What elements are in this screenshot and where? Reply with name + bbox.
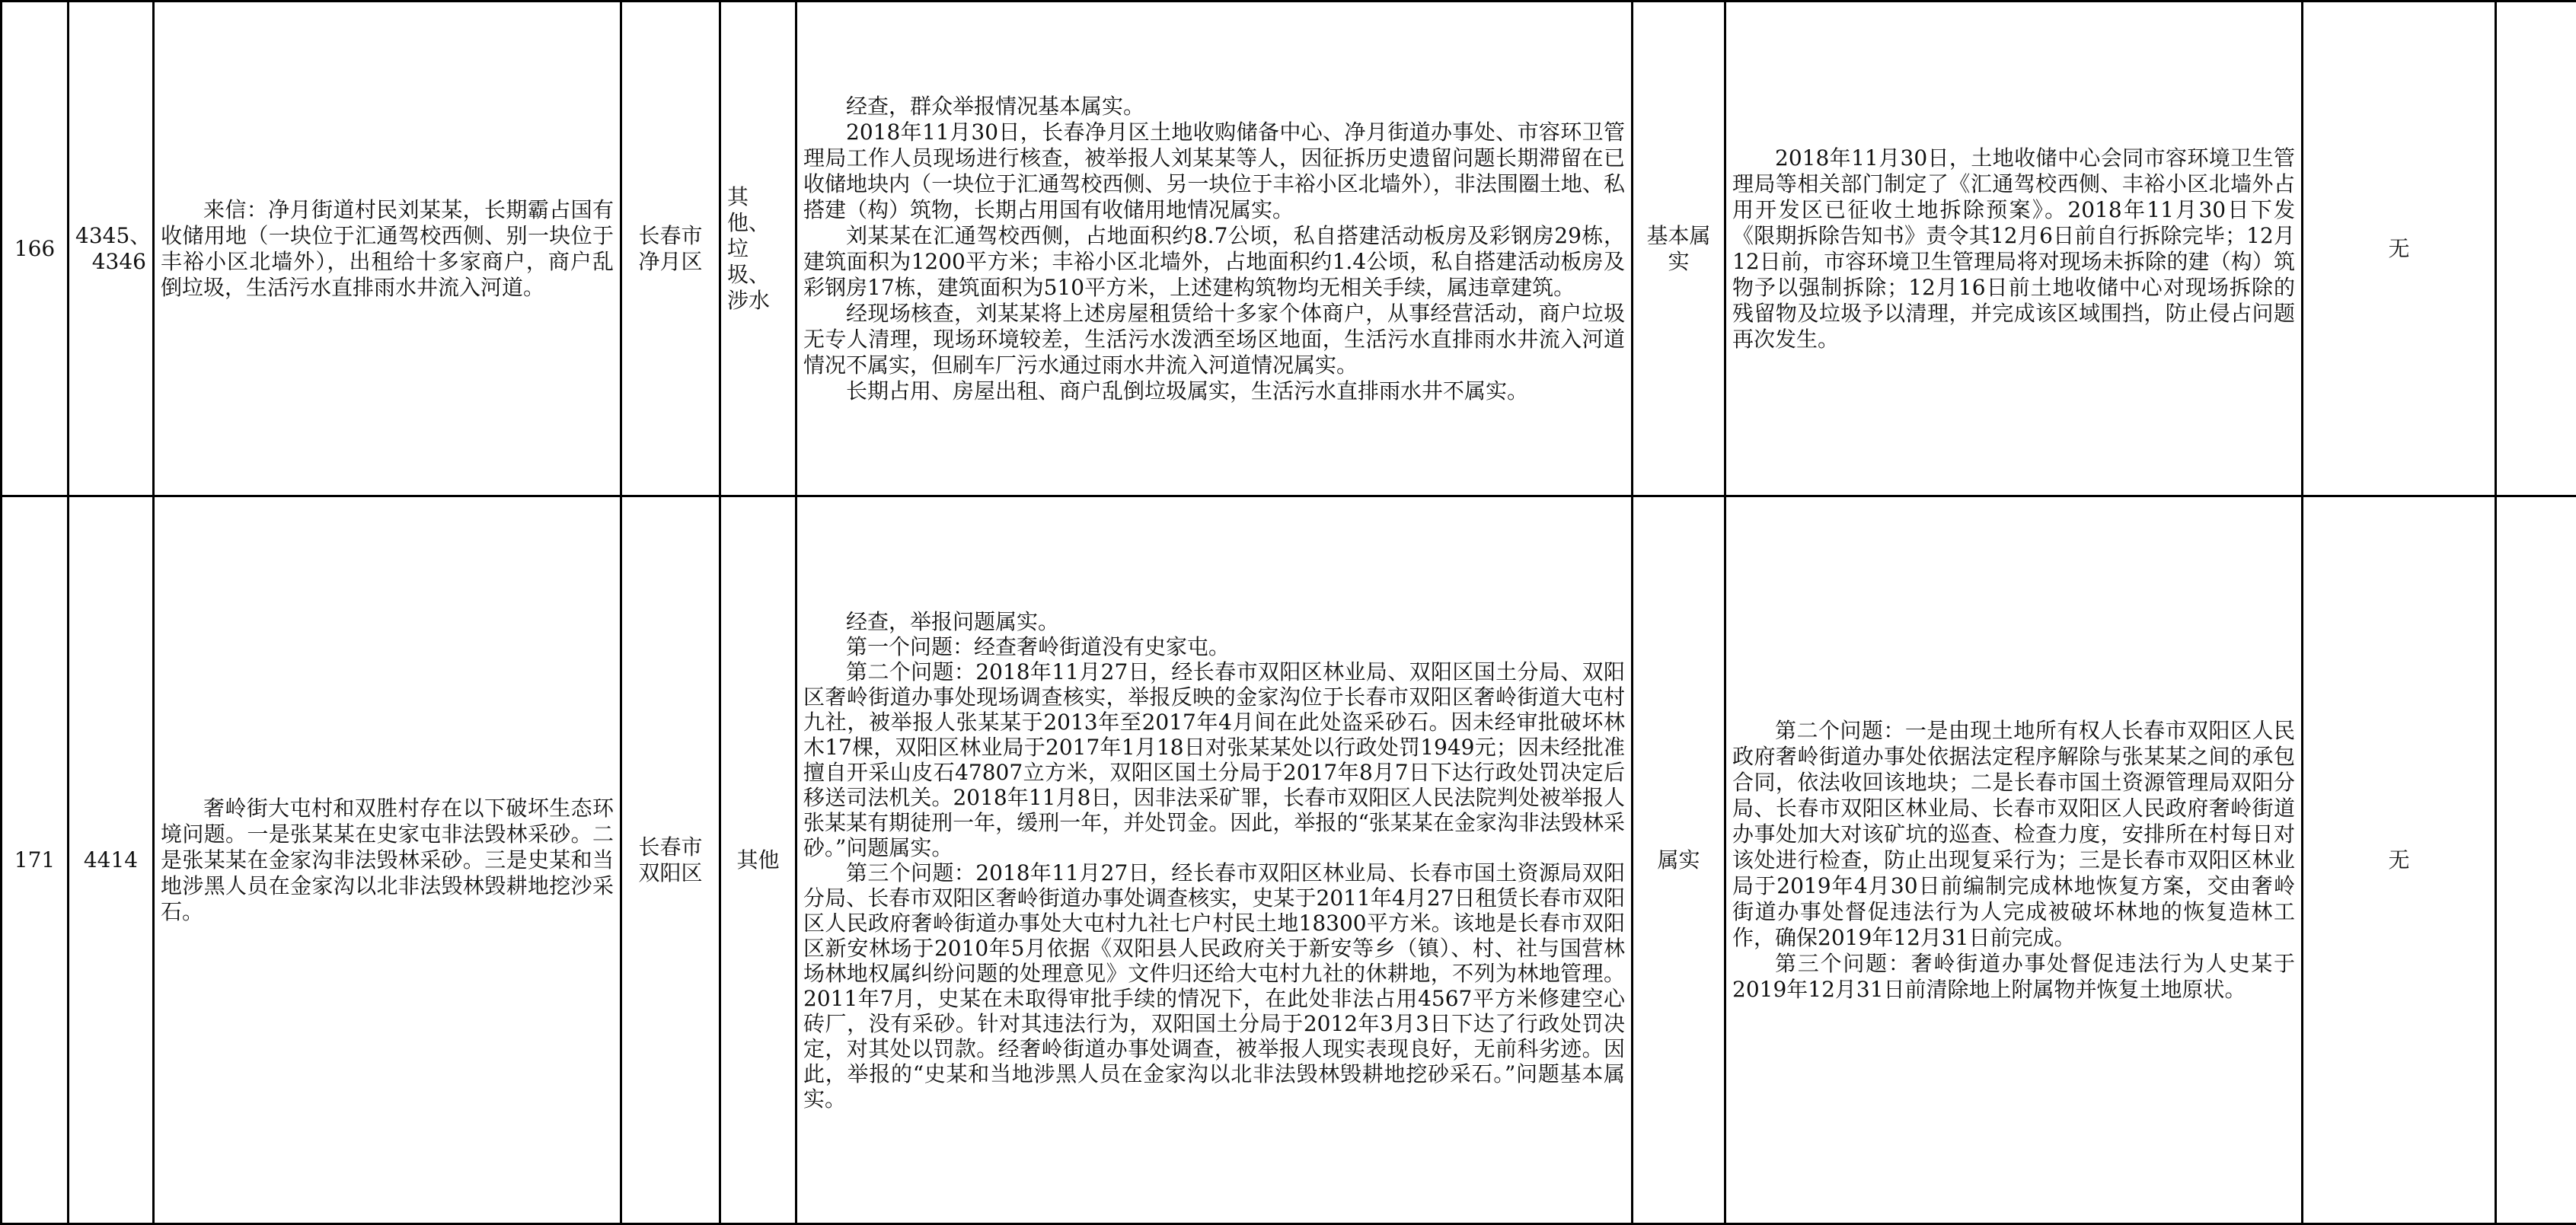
handling-paragraph: 第二个问题：一是由现土地所有权人长春市双阳区人民政府奢岭街道办事处依据法定程序解除与张某某之间的承包合同，依法收回该地块；二是长春市国土资源管理局双阳分局、长春市双阳区林业局、长春市双阳区人民政府奢岭街道办事处加大对该矿坑的巡查、检查力度，安排所在村每日对该处进行检查，防止出现复采行为；三是长春市双阳区林业局于2019年4月30日前编制完成林地恢复方案，交由奢岭街道办事处督促违法行为人完成被破坏林地的恢复造林工作，确保2019年12月31日前完成。 [1732, 718, 2295, 951]
case-id-cell: 4414 [69, 496, 154, 1224]
category-cell: 其他、垃圾、涉水 [720, 2, 796, 496]
verdict-cell: 属实 [1633, 496, 1725, 1224]
investigation-paragraph: 第一个问题：经查奢岭街道没有史家屯。 [803, 634, 1625, 659]
investigation-paragraph: 经查，群众举报情况基本属实。 [803, 94, 1625, 120]
investigation-paragraph: 第三个问题：2018年11月27日，经长春市双阳区林业局、长春市国土资源局双阳分局、长春市双阳区奢岭街道办事处调查核实，史某于2011年4月27日租赁长春市双阳区人民政府奢岭街道办事处大屯村九社七户村民土地18300平方米。该地是长春市双阳区新安林场于2010年5月依据《双阳县人民政府关于新安等乡（镇）、村、社与国营林场林地权属纠纷问题的处理意见》文件归还给大屯村九社的休耕地，不列为林地管理。2011年7月，史某在未取得审批手续的情况下，在此处非法占用4567平方米修建空心砖厂，没有采砂。针对其违法行为，双阳国土分局于2012年3月3日下达了行政处罚决定，对其处以罚款。经奢岭街道办事处调查，被举报人现实表现良好，无前科劣迹。因此，举报的“史某和当地涉黑人员在金家沟以北非法毁林毁耕地挖砂采石。”问题基本属实。 [803, 860, 1625, 1112]
investigation-paragraph: 经现场核查，刘某某将上述房屋租赁给十多家个体商户，从事经营活动，商户垃圾无专人清理，现场环境较差，生活污水泼洒至场区地面，生活污水直排雨水井流入河道情况不属实，但刷车厂污水通过雨水井流入河道情况属实。 [803, 301, 1625, 378]
handling-cell [1725, 496, 2303, 1224]
complaint-text: 奢岭街大屯村和双胜村存在以下破坏生态环境问题。一是张某某在史家屯非法毁林采砂。二是张某某在金家沟非法毁林采砂。三是史某和当地涉黑人员在金家沟以北非法毁林毁耕地挖沙采石。 [161, 796, 614, 925]
handling-paragraph: 第三个问题：奢岭街道办事处督促违法行为人史某于2019年12月31日前清除地上附属物并恢复土地原状。 [1732, 951, 2295, 1003]
row-number-cell: 166 [2, 2, 69, 496]
case-id-cell: 4345、4346 [69, 2, 154, 496]
investigation-paragraph: 长期占用、房屋出租、商户乱倒垃圾属实，生活污水直排雨水井不属实。 [803, 378, 1625, 404]
extra-cell [2496, 496, 2576, 1224]
extra-cell [2496, 2, 2576, 496]
investigation-paragraph: 2018年11月30日，长春净月区土地收购储备中心、净月街道办事处、市容环卫管理局工作人员现场进行核查，被举报人刘某某等人，因征拆历史遗留问题长期滞留在已收储地块内（一块位于汇通驾校西侧、另一块位于丰裕小区北墙外），非法围圈土地、私搭建（构）筑物，长期占用国有收储用地情况属实。 [803, 120, 1625, 223]
complaint-cell [154, 496, 621, 1224]
district-cell: 长春市双阳区 [621, 496, 720, 1224]
investigation-cell [796, 496, 1633, 1224]
table-row [2, 2, 2576, 496]
district-cell: 长春市净月区 [621, 2, 720, 496]
investigation-paragraph: 刘某某在汇通驾校西侧，占地面积约8.7公顷，私自搭建活动板房及彩钢房29栋，建筑面积为1200平方米；丰裕小区北墙外，占地面积约1.4公顷，私自搭建活动板房及彩钢房17栋，建筑面积为510平方米，上述建构筑物均无相关手续，属违章建筑。 [803, 223, 1625, 301]
investigation-paragraph: 第二个问题：2018年11月27日，经长春市双阳区林业局、双阳区国土分局、双阳区奢岭街道办事处现场调查核实，举报反映的金家沟位于长春市双阳区奢岭街道大屯村九社，被举报人张某某于2013年至2017年4月间在此处盗采砂石。因未经审批破坏林木17棵，双阳区林业局于2017年1月18日对张某某处以行政处罚1949元；因未经批准擅自开采山皮石47807立方米，双阳区国土分局于2017年8月7日下达行政处罚决定后移送司法机关。2018年11月8日，因非法采矿罪，长春市双阳区人民法院判处被举报人张某某有期徒刑一年，缓刑一年，并处罚金。因此，举报的“张某某在金家沟非法毁林采砂。”问题属实。 [803, 659, 1625, 860]
table-row [2, 496, 2576, 1224]
category-cell: 其他 [720, 496, 796, 1224]
verdict-cell: 基本属实 [1633, 2, 1725, 496]
accountability-cell: 无 [2303, 496, 2496, 1224]
complaint-cell [154, 2, 621, 496]
handling-paragraph: 2018年11月30日，土地收储中心会同市容环境卫生管理局等相关部门制定了《汇通驾校西侧、丰裕小区北墙外占用开发区已征收土地拆除预案》。2018年11月30日下发《限期拆除告知书》责令其12月6日前自行拆除完毕；12月12日前，市容环境卫生管理局将对现场未拆除的建（构）筑物予以强制拆除；12月16日前土地收储中心对现场拆除的残留物及垃圾予以清理，并完成该区域围挡，防止侵占问题再次发生。 [1732, 145, 2295, 353]
row-number-cell: 171 [2, 496, 69, 1224]
handling-cell [1725, 2, 2303, 496]
complaint-text: 来信：净月街道村民刘某某，长期霸占国有收储用地（一块位于汇通驾校西侧、别一块位于丰裕小区北墙外），出租给十多家商户，商户乱倒垃圾，生活污水直排雨水井流入河道。 [161, 197, 614, 301]
investigation-paragraph: 经查，举报问题属实。 [803, 609, 1625, 634]
investigation-cell [796, 2, 1633, 496]
accountability-cell: 无 [2303, 2, 2496, 496]
